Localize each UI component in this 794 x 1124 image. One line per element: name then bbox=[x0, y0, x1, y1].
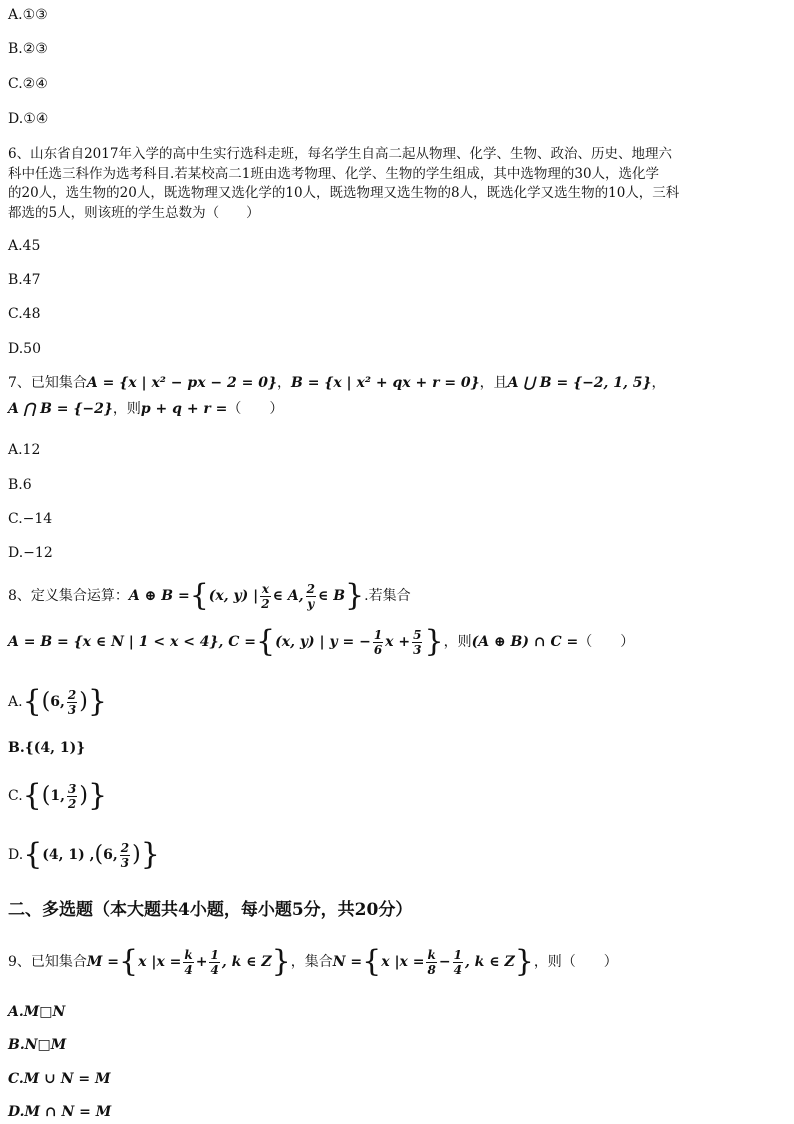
q8-option-b: B.{(4, 1)} bbox=[8, 740, 86, 756]
q7-option-b: B.6 bbox=[8, 477, 32, 493]
prev-option-a: A.①③ bbox=[8, 7, 48, 23]
question-6-stem: 6、山东省自2017年入学的高中生实行选科走班，每名学生自高二起从物理、化学、生物、政治、历史、地理六 科中任选三科作为选考科目.若某校高二1班由选考物理、化学、生物的学生组成，其中选物理的30人，选化学 的20人，选生物的20人，既选物理又选化学的10人，既选物理又选生物的8人，既选化学又选生物的10人，三科 都选的5人，则该班的学生总数为（ ） bbox=[8, 146, 680, 221]
q8-option-c: C. { ( 1, $\frac{3}{2}$ ) } bbox=[8, 778, 108, 813]
q9-option-c: C.M ∪ N = M bbox=[8, 1071, 111, 1087]
q9-option-a: A.M□N bbox=[8, 1004, 66, 1020]
q8-option-d: D. { (4, 1) , ( 6, $\frac{2}{3}$ ) } bbox=[8, 837, 160, 872]
q6-option-c: C.48 bbox=[8, 306, 41, 322]
q7-option-a: A.12 bbox=[8, 442, 41, 458]
q6-option-a: A.45 bbox=[8, 238, 41, 254]
q6-option-b: B.47 bbox=[8, 272, 41, 288]
prev-option-b: B.②③ bbox=[8, 41, 48, 57]
question-7-line1: 7、已知集合A = {x | x² − px − 2 = 0}，B = {x | x² + qx + r = 0}，且A ⋃ B = {−2, 1, 5}， bbox=[8, 375, 666, 391]
q7-option-d: D.−12 bbox=[8, 545, 53, 561]
question-7-line2: A ⋂ B = {−2}，则p + q + r =（ ） bbox=[8, 401, 284, 417]
prev-option-d: D.①④ bbox=[8, 111, 49, 127]
question-9-stem: 9、已知集合 M = { x |x = $\frac{k}{4}$ + $\frac{1}{4}$ , k ∈ Z } ，集合 N = { x |x = $\frac{k}{8}$ − $\frac{1}{4}$ , k ∈ Z } ，则（ ） bbox=[8, 944, 618, 979]
section-2-title: 二、多选题（本大题共4小题，每小题5分，共20分） bbox=[8, 900, 413, 920]
q6-option-d: D.50 bbox=[8, 341, 41, 357]
question-8-line1: 8、定义集合运算： A ⊕ B = { (x, y) | $\frac{x}{2}$ ∈ A, $\frac{2}{y}$ ∈ B } .若集合 bbox=[8, 578, 411, 613]
q9-option-d: D.M ∩ N = M bbox=[8, 1104, 112, 1120]
q8-option-a: A. { ( 6, $\frac{2}{3}$ ) } bbox=[8, 684, 107, 719]
q7-option-c: C.−14 bbox=[8, 511, 53, 527]
q9-option-b: B.N□M bbox=[8, 1037, 67, 1053]
prev-option-c: C.②④ bbox=[8, 76, 48, 92]
question-8-line2: A = B = {x ∈ N | 1 < x < 4} , C = { (x, y) | y = − $\frac{1}{6}$ x + $\frac{5}{3}$ } ，则 (A ⊕ B) ∩ C = （ ） bbox=[8, 624, 635, 659]
